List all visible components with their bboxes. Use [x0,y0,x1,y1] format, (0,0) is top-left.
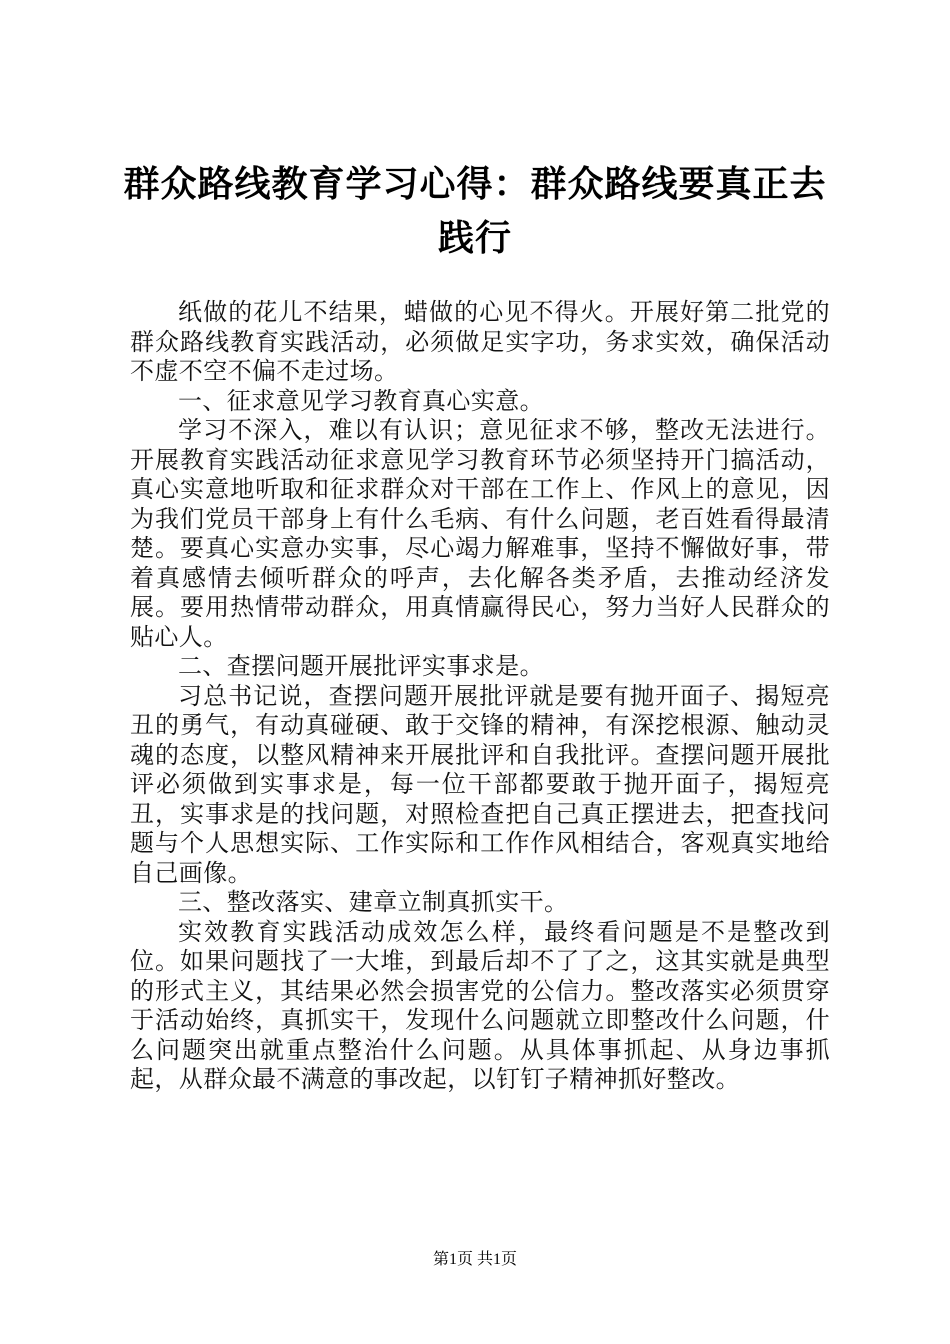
section-heading-2: 二、查摆问题开展批评实事求是。 [178,652,544,680]
paragraph-section-2: 习总书记说，查摆问题开展批评就是要有抛开面子、揭短亮丑的勇气，有动真碰硬、敢于交锋的精神，有深挖根源、触动灵魂的态度，以整风精神来开展批评和自我批评。查摆问题开展批评必须做到实事求是，每一位干部都要敢于抛开面子，揭短亮丑，实事求是的找问题，对照检查把自己真正摆进去，把查找问题与个人思想实际、工作实际和工作作风相结合，客观真实地给自己画像。 [130,681,830,887]
section-heading-1: 一、征求意见学习教育真心实意。 [178,386,544,415]
paragraph-intro: 纸做的花儿不结果，蜡做的心见不得火。开展好第二批党的群众路线教育实践活动，必须做足实字功，务求实效，确保活动不虚不空不偏不走过场。 [130,298,830,385]
document-body [130,298,830,1095]
document-title: 群众路线教育学习心得：群众路线要真正去践行 [123,164,827,259]
page-footer: 第1页 共1页 [432,1251,517,1268]
paragraph-section-3: 实效教育实践活动成效怎么样，最终看问题是不是整改到位。如果问题找了一大堆，到最后却不了了之，这其实就是典型的形式主义，其结果必然会损害党的公信力。整改落实必须贯穿于活动始终，真抓实干，发现什么问题就立即整改什么问题，什么问题突出就重点整治什么问题。从具体事抓起、从身边事抓起，从群众最不满意的事改起，以钉钉子精神抓好整改。 [130,917,830,1093]
section-heading-3: 三、整改落实、建章立制真抓实干。 [178,888,569,916]
paragraph-section-1: 学习不深入，难以有认识；意见征求不够，整改无法进行。开展教育实践活动征求意见学习教育环节必须坚持开门搞活动，真心实意地听取和征求群众对干部在工作上、作风上的意见，因为我们党员干部身上有什么毛病、有什么问题，老百姓看得最清楚。要真心实意办实事，尽心竭力解难事，坚持不懈做好事，带着真感情去倾听群众的呼声，去化解各类矛盾，去推动经济发展。要用热情带动群众，用真情赢得民心，努力当好人民群众的贴心人。 [130,416,830,651]
